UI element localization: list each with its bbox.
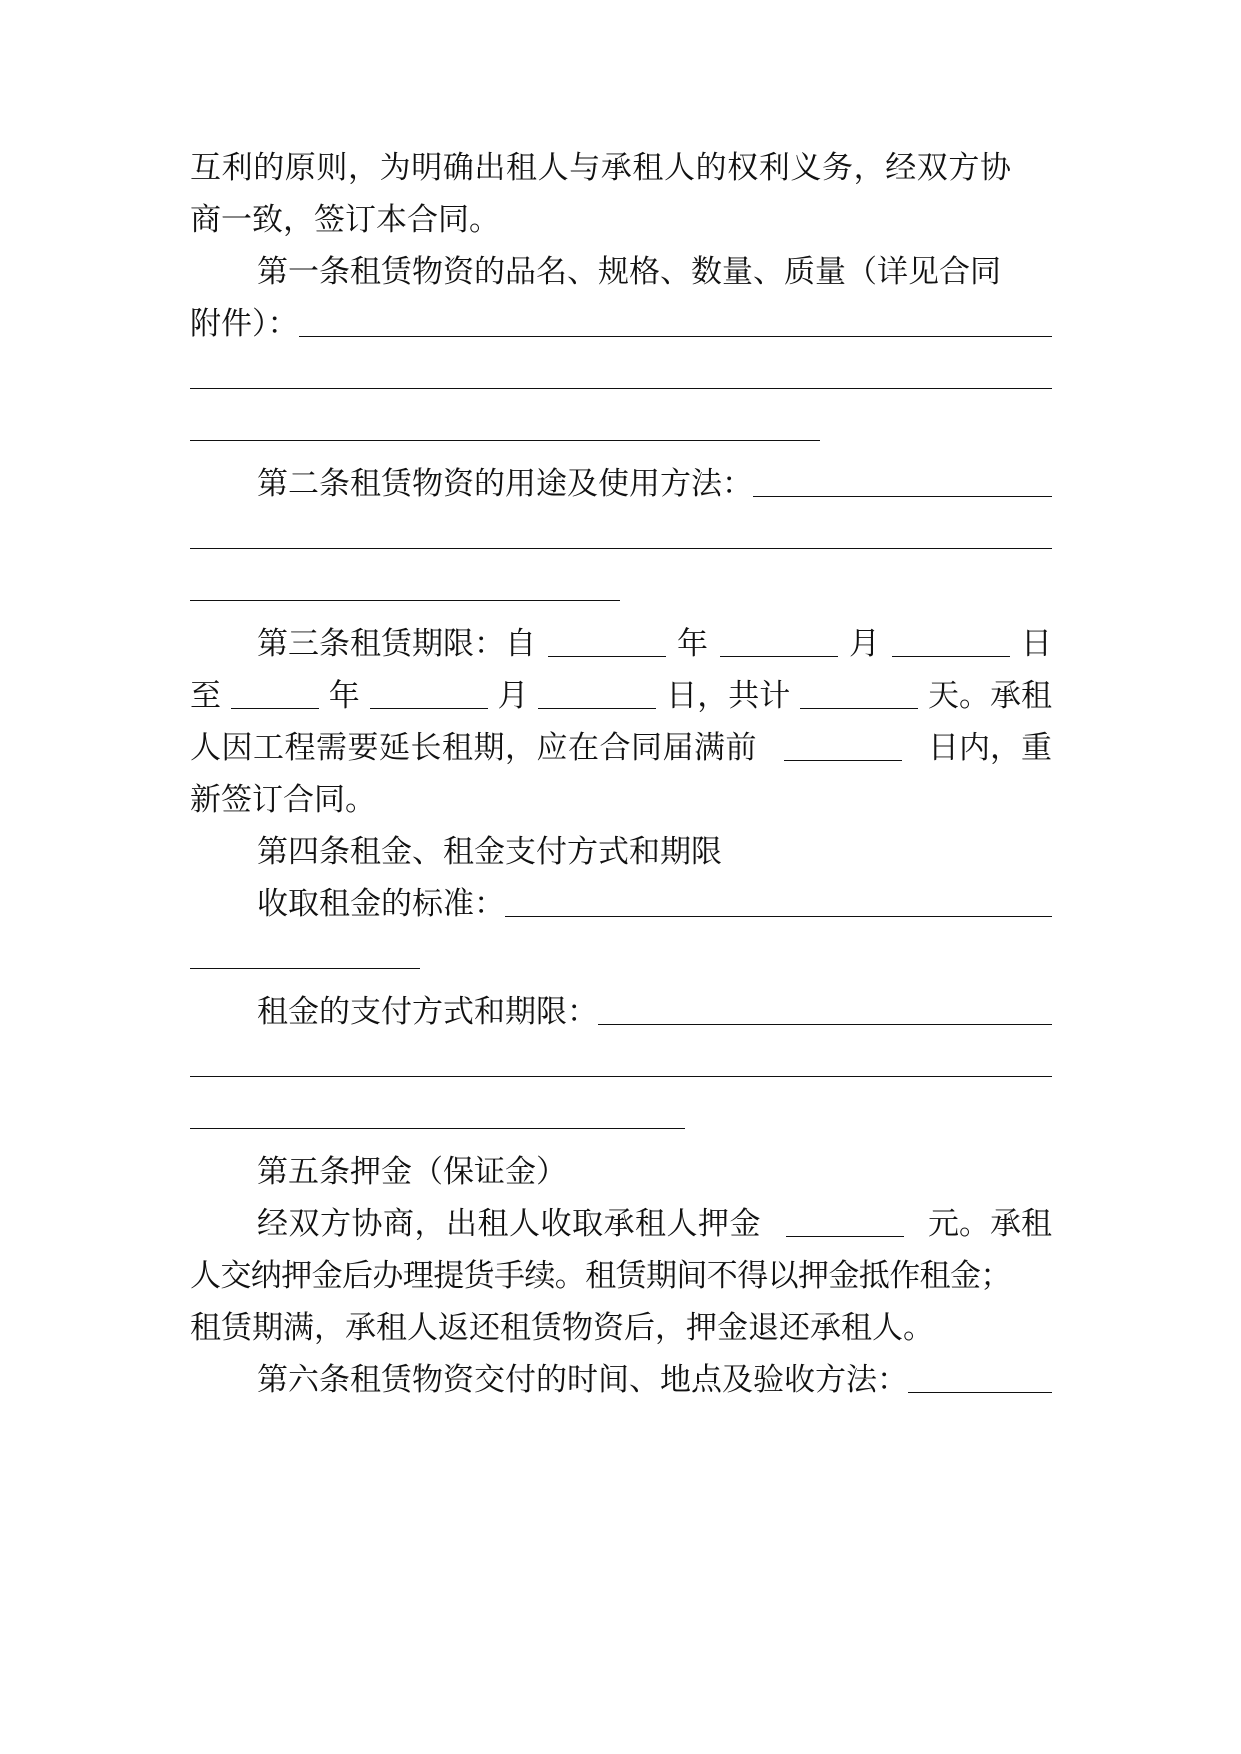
blank-line	[190, 934, 1052, 978]
fill-blank-goods-details[interactable]	[190, 440, 820, 441]
contract-text: 互利的原则，为明确出租人与承租人的权利义务，经双方协	[190, 150, 1012, 186]
article-2-heading	[257, 462, 1052, 506]
fill-blank-delivery[interactable]	[908, 1392, 1052, 1393]
blank-line	[190, 354, 1052, 398]
contract-text: 天。承租	[928, 678, 1052, 714]
article-5-line	[190, 1306, 1052, 1350]
article-3-heading	[257, 622, 1052, 666]
article-3-line	[190, 726, 1052, 770]
article-4-line	[257, 990, 1052, 1034]
fill-blank-end-month[interactable]	[370, 708, 488, 709]
contract-text: 第三条租赁期限：自	[257, 626, 536, 662]
article-3-line	[190, 674, 1052, 718]
contract-text: 第五条押金（保证金）	[257, 1154, 567, 1190]
contract-text: 附件）：	[190, 306, 299, 342]
blank-line	[190, 514, 1052, 558]
fill-blank-rent-standard[interactable]	[190, 968, 420, 969]
contract-text: 经双方协商，出租人收取承租人押金	[257, 1206, 761, 1242]
fill-blank-usage[interactable]	[190, 548, 1052, 549]
contract-text: 收取租金的标准：	[257, 886, 505, 922]
paragraph-line	[190, 198, 1052, 242]
fill-blank-rent-standard[interactable]	[505, 916, 1052, 917]
contract-text: 月	[849, 626, 880, 662]
article-4-heading	[257, 830, 1052, 874]
fill-blank-payment-method[interactable]	[190, 1128, 685, 1129]
contract-text: 第六条租赁物资交付的时间、地点及验收方法：	[257, 1362, 908, 1398]
contract-text: 日	[1021, 626, 1052, 662]
contract-text: 第四条租金、租金支付方式和期限	[257, 834, 722, 870]
contract-text: 年	[677, 626, 708, 662]
contract-text: 新签订合同。	[190, 782, 376, 818]
article-1-line	[190, 302, 1052, 346]
article-5-line	[257, 1202, 1052, 1246]
contract-text: 年	[328, 678, 360, 714]
contract-text: 人交纳押金后办理提货手续。租赁期间不得以押金抵作租金；	[190, 1258, 1011, 1294]
contract-text: 日内，重	[928, 730, 1052, 766]
fill-blank-start-year[interactable]	[548, 656, 666, 657]
contract-text: 租金的支付方式和期限：	[257, 994, 598, 1030]
contract-text: 日，共计	[666, 678, 791, 714]
contract-text: 第一条租赁物资的品名、规格、数量、质量（详见合同	[257, 254, 1001, 290]
fill-blank-payment-method[interactable]	[190, 1076, 1052, 1077]
blank-line	[190, 1094, 1052, 1138]
fill-blank-total-days[interactable]	[800, 708, 918, 709]
contract-text: 元。承租	[928, 1206, 1052, 1242]
fill-blank-end-year[interactable]	[231, 708, 319, 709]
article-6-heading	[257, 1358, 1052, 1402]
blank-line	[190, 406, 1052, 450]
fill-blank-start-day[interactable]	[892, 656, 1010, 657]
article-3-line	[190, 778, 1052, 822]
blank-line	[190, 566, 1052, 610]
fill-blank-start-month[interactable]	[720, 656, 838, 657]
fill-blank-extension-days[interactable]	[784, 760, 902, 761]
fill-blank-usage[interactable]	[753, 496, 1052, 497]
fill-blank-deposit-amount[interactable]	[786, 1236, 904, 1237]
fill-blank-end-day[interactable]	[538, 708, 656, 709]
fill-blank-goods-details[interactable]	[190, 388, 1052, 389]
article-5-heading	[257, 1150, 1052, 1194]
fill-blank-usage[interactable]	[190, 600, 620, 601]
contract-text: 月	[497, 678, 529, 714]
article-1-heading	[257, 250, 1052, 294]
contract-text: 商一致，签订本合同。	[190, 202, 500, 238]
article-4-line	[257, 882, 1052, 926]
article-5-line	[190, 1254, 1052, 1298]
paragraph-line	[190, 146, 1052, 190]
contract-text: 人因工程需要延长租期，应在合同届满前	[190, 730, 757, 766]
fill-blank-payment-method[interactable]	[598, 1024, 1052, 1025]
contract-text: 至	[190, 678, 221, 714]
contract-text: 租赁期满，承租人返还租赁物资后，押金退还承租人。	[190, 1310, 934, 1346]
fill-blank-goods-details[interactable]	[299, 336, 1053, 337]
blank-line	[190, 1042, 1052, 1086]
contract-text: 第二条租赁物资的用途及使用方法：	[257, 466, 753, 502]
